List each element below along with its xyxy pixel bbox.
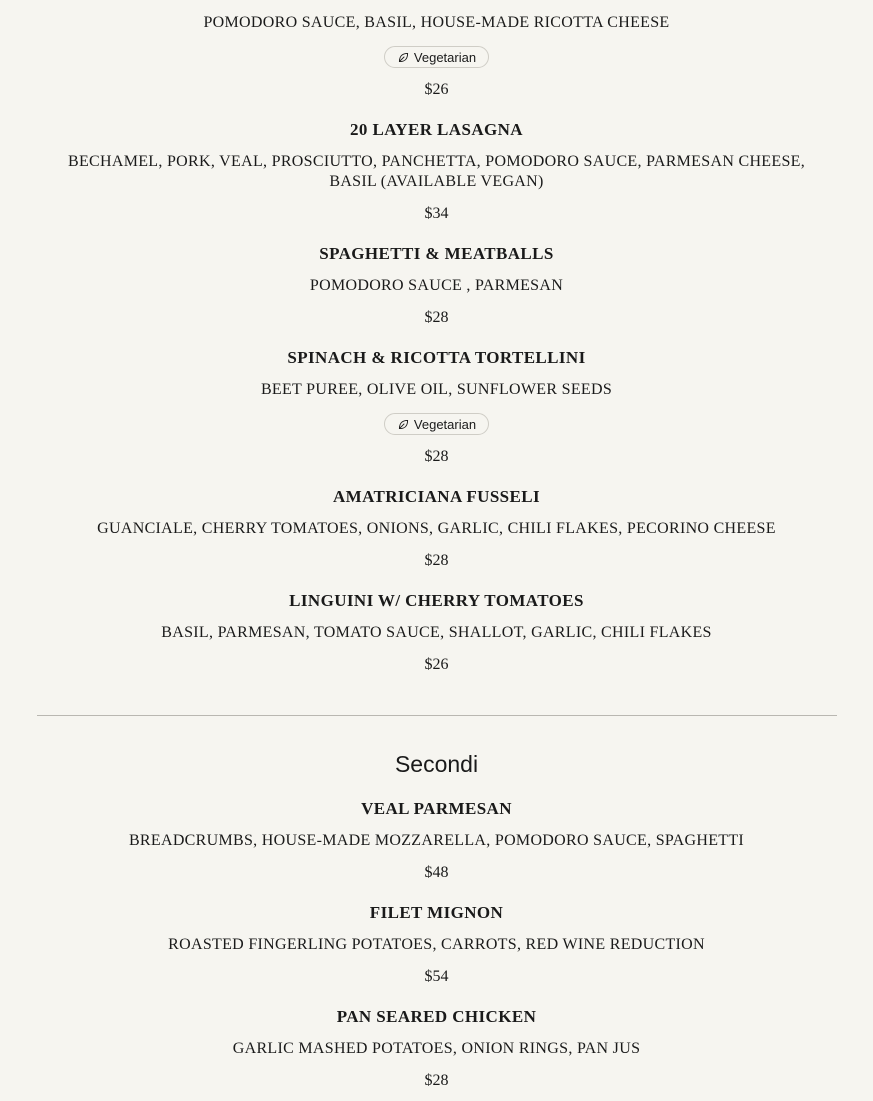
item-name: LINGUINI W/ CHERRY TOMATOES [289,591,584,610]
item-name: FILET MIGNON [369,903,504,922]
badge-label: Vegetarian [413,49,477,65]
item-price: $28 [424,552,449,569]
item-description: POMODORO SAUCE , PARMESAN [309,277,564,294]
item-name: 20 LAYER LASAGNA [350,120,523,139]
item-name: PAN SEARED CHICKEN [336,1007,537,1026]
item-name: SPAGHETTI & MEATBALLS [319,244,554,263]
item-description: GUANCIALE, CHERRY TOMATOES, ONIONS, GARLIC, CHILI FLAKES, PECORINO CHEESE [97,520,776,537]
item-price: $28 [424,309,449,326]
menu-item [0,487,873,571]
item-price: $48 [424,864,449,881]
item-description: BASIL, PARMESAN, TOMATO SAUCE, SHALLOT, GARLIC, CHILI FLAKES [161,624,712,641]
item-price: $28 [424,1072,449,1089]
item-name: VEAL PARMESAN [361,799,512,818]
item-price: $26 [424,81,449,98]
item-description: POMODORO SAUCE, BASIL, HOUSE-MADE RICOTTA CHEESE [203,14,670,31]
leaf-icon [397,418,410,431]
item-description: ROASTED FINGERLING POTATOES, CARROTS, RED WINE REDUCTION [168,936,705,953]
section-divider [37,715,837,716]
item-price: $26 [424,656,449,673]
vegetarian-badge [384,46,489,68]
menu-item [0,591,873,675]
badge-label: Vegetarian [413,416,477,432]
item-description: BECHAMEL, PORK, VEAL, PROSCIUTTO, PANCHETTA, POMODORO SAUCE, PARMESAN CHEESE, BASIL (AVAILABLE VEGAN) [67,153,806,190]
item-description: BEET PUREE, OLIVE OIL, SUNFLOWER SEEDS [260,381,613,398]
item-price: $34 [424,205,449,222]
item-price: $54 [424,968,449,985]
section-title-secondi: Secondi [394,751,479,777]
menu-item [0,120,873,224]
menu-item [0,903,873,987]
item-name: SPINACH & RICOTTA TORTELLINI [287,348,586,367]
menu-item [0,348,873,467]
leaf-icon [397,51,410,64]
item-name: AMATRICIANA FUSSELI [332,487,541,506]
item-price: $28 [424,448,449,465]
menu-item [0,1007,873,1091]
vegetarian-badge [384,413,489,435]
item-description: GARLIC MASHED POTATOES, ONION RINGS, PAN JUS [232,1040,641,1057]
menu-item [0,799,873,883]
item-description: BREADCRUMBS, HOUSE-MADE MOZZARELLA, POMODORO SAUCE, SPAGHETTI [128,832,745,849]
menu-item [0,244,873,328]
menu-item [0,0,873,100]
